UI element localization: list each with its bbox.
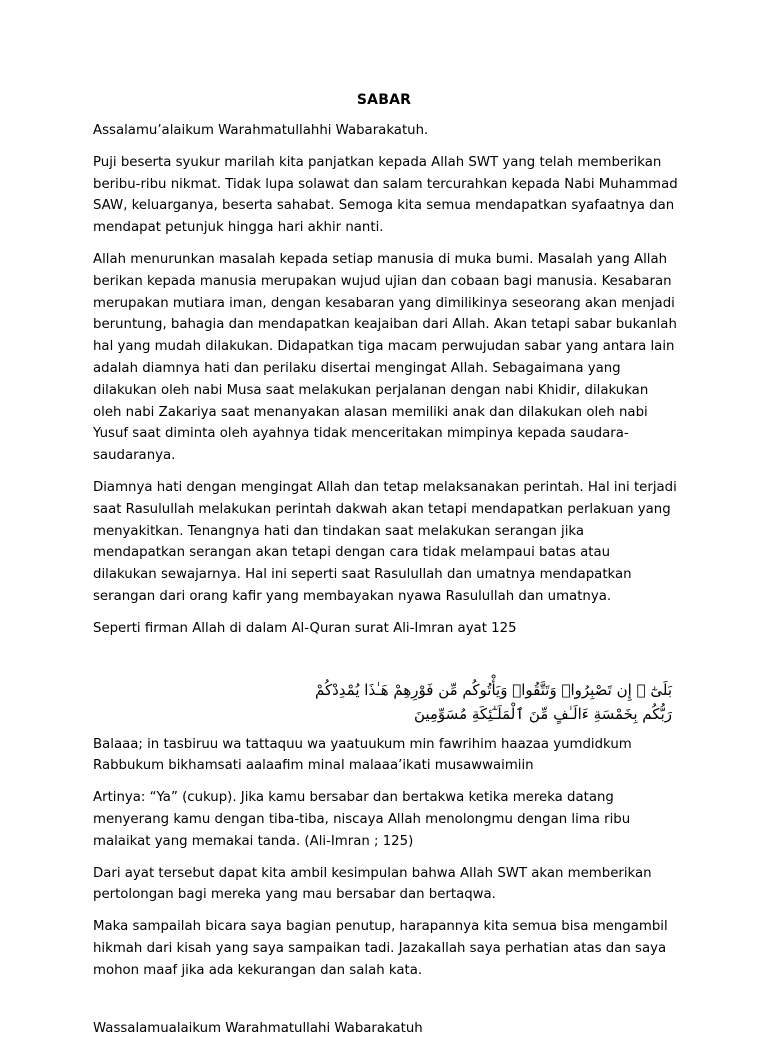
quran-intro-paragraph: Seperti firman Allah di dalam Al-Quran surat Ali-Imran ayat 125: [93, 620, 517, 636]
arabic-verse: [93, 678, 678, 726]
closing-remarks-paragraph: Maka sampailah bicara saya bagian penutup, harapannya kita semua bisa mengambil hikmah dari kisah yang saya sampaikan tadi. Jazakallah saya perhatian atas dan saya mohon maaf jika ada kekurangan dan salah kata.: [93, 919, 668, 978]
conclusion-paragraph: Dari ayat tersebut dapat kita ambil kesimpulan bahwa Allah SWT akan memberikan pertolongan bagi mereka yang mau bersabar dan bertaqwa.: [93, 865, 652, 903]
arabic-verse-line-2: رَبُّكُم بِخَمْسَةِ ءَالَـٰفٍ مِّنَ ٱلْمَلَـٰٓئِكَةِ مُسَوِّمِينَ: [413, 704, 672, 723]
document-title: SABAR: [356, 92, 412, 108]
arabic-verse-line-1: بَلَىٰٓ ۚ إِن تَصْبِرُوا۟ وَتَتَّقُوا۟ وَيَأْتُوكُم مِّن فَوْرِهِمْ هَـٰذَا يُمْدِدْكُمْ: [314, 680, 672, 699]
opening-paragraph: Puji beserta syukur marilah kita panjatkan kepada Allah SWT yang telah memberikan beribu-ribu nikmat. Tidak lupa solawat dan salam tercurahkan kepada Nabi Muhammad SAW, keluarganya, beserta sahabat. Semoga kita semua mendapatkan syafaatnya dan mendapat petunjuk hingga hari akhir nanti.: [93, 154, 678, 236]
transliteration-paragraph: Balaaa; in tasbiruu wa tattaquu wa yaatuukum min fawrihim haazaa yumdidkum Rabbukum bikhamsati aalaafim minal malaaa’ikati musawwaimiin: [93, 736, 632, 774]
closing-greeting: Wassalamualaikum Warahmatullahi Wabarakatuh: [93, 1020, 423, 1036]
document-body: [93, 120, 678, 1049]
translation-paragraph: Artinya: “Ya” (cukup). Jika kamu bersabar dan bertakwa ketika mereka datang menyerang kamu dengan tiba-tiba, niscaya Allah menolongmu dengan lima ribu malaikat yang memakai tanda. (Ali-Imran ; 125): [93, 790, 631, 849]
greeting-paragraph: Assalamu’alaikum Warahmatullahhi Wabarakatuh.: [93, 123, 429, 138]
body-paragraph-rasulullah: Diamnya hati dengan mengingat Allah dan tetap melaksanakan perintah. Hal ini terjadi saat Rasulullah melakukan perintah dakwah akan tetapi mendapatkan perlakuan yang menyakitkan. Tenangnya hati dan tindakan saat melakukan serangan jika mendapatkan serangan akan tetapi dengan cara tidak melampaui batas atau dilakukan sewajarnya. Hal ini seperti saat Rasulullah dan umatnya mendapatkan serangan dari orang kafir yang membayakan nyawa Rasulullah dan umatnya.: [93, 479, 677, 604]
body-paragraph-trials: Allah menurunkan masalah kepada setiap manusia di muka bumi. Masalah yang Allah berikan kepada manusia merupakan wujud ujian dan cobaan bagi manusia. Kesabaran merupakan mutiara iman, dengan kesabaran yang dimilikinya seseorang akan menjadi beruntung, bahagia dan mendapatkan keajaiban dari Allah. Akan tetapi sabar bukanlah hal yang mudah dilakukan. Didapatkan tiga macam perwujudan sabar yang antara lain adalah diamnya hati dan perilaku disertai mengingat Allah. Sebagaimana yang dilakukan oleh nabi Musa saat melakukan perjalanan dengan nabi Khidir, dilakukan oleh nabi Zakariya saat menanyakan alasan memiliki anak dan dilakukan oleh nabi Yusuf saat diminta oleh ayahnya tidak menceritakan mimpinya kepada saudara-saudaranya.: [93, 251, 677, 464]
